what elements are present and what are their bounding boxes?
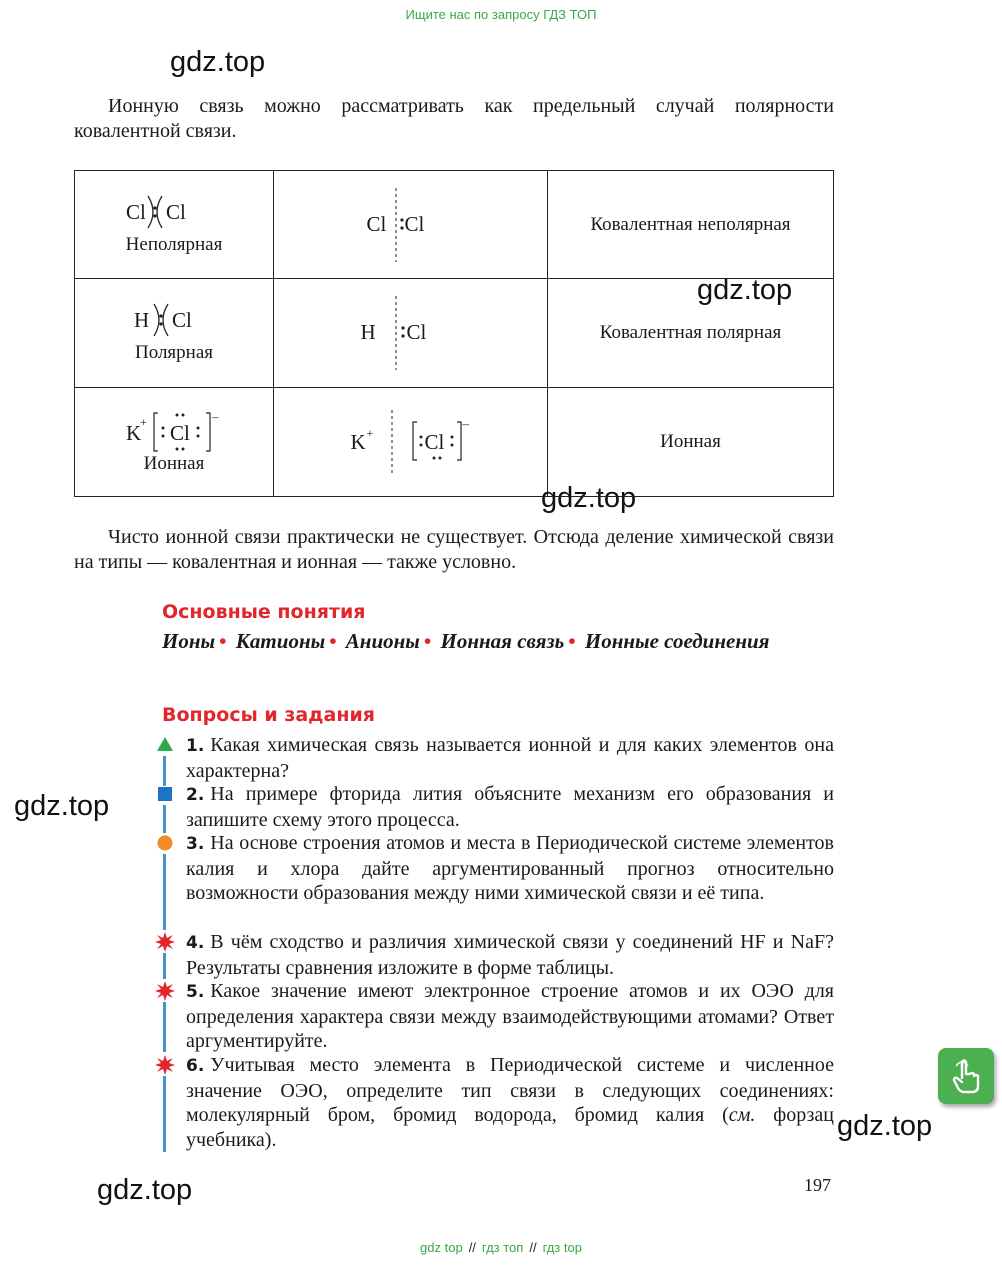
question-number: 6. [186,1056,205,1076]
bond-type-label: Ковалентная полярная [548,279,834,388]
question-text: форзац учебника). [186,1104,834,1151]
question-item [186,930,834,980]
level-line [163,854,166,930]
concept-term: Ионная связь [440,629,565,653]
concept-term: Катионы [235,629,326,653]
footer-link[interactable]: гдз топ [481,1240,524,1255]
questions-heading: Вопросы и задания [162,704,375,726]
watermark: gdz.top [14,790,110,822]
triangle-icon [157,737,173,751]
level-line [163,1076,166,1152]
question-text: В чём сходство и различия химической связи у соединений HF и NaF? Результаты сравнения изложите в форме таблицы. [186,931,834,979]
question-text-emphasis: см. [728,1104,756,1127]
question-item [186,1053,834,1152]
table-row [75,279,834,388]
concept-term: Ионы [162,629,216,653]
question-item [186,831,834,906]
concepts-list [162,628,834,654]
table-row [75,171,834,279]
lewis-cell [75,171,274,279]
hand-pointer-icon [950,1058,982,1094]
bond-type-label: Ионная [548,388,834,497]
lewis-formula [124,302,224,338]
question-item [186,733,834,783]
atom-label: H [134,308,150,332]
electron-split [351,188,471,262]
atom-label: K [126,421,142,445]
bullet: • [568,629,576,653]
bond-caption: Ионная [143,453,205,474]
bond-type-label: Ковалентная неполярная [548,171,834,279]
question-number: 1. [186,736,205,756]
bond-types-table [74,170,834,497]
star-burst-icon [155,932,175,952]
bullet: • [423,629,432,653]
lewis-formula [124,194,224,230]
question-item [186,782,834,832]
table-row [75,388,834,497]
question-number: 2. [186,785,205,805]
charge-minus: – [462,416,469,431]
bullet: • [219,629,227,653]
square-icon [158,787,172,801]
footer-link[interactable]: gdz top [420,1240,463,1255]
watermark: gdz.top [837,1110,933,1142]
question-text: Какая химическая связь называется ионной и для каких элементов она характерна? [186,734,834,782]
star-burst-icon [155,1055,175,1075]
atom-label: K [350,430,366,454]
after-table-text: Чисто ионной связи практически не существует. Отсюда деление химической связи на типы — ковалентная и ионная — также условно. [74,526,834,573]
atom-label: Cl [170,421,190,445]
charge-minus: – [212,409,219,424]
atom-label: Cl [366,211,387,236]
question-number: 5. [186,982,205,1002]
bond-caption: Полярная [134,342,214,363]
top-note: Ищите нас по запросу ГДЗ ТОП [405,7,597,22]
question-text: Учитывая место элемента в Периодической системе и численное значение ОЭО, определите тип связи в следующих соединениях: молекулярный бром, бромид водорода, бромид калия ( [186,1054,834,1127]
watermark: gdz.top [541,482,637,514]
footer-link[interactable]: гдз top [542,1240,582,1255]
level-line [163,756,166,786]
help-button[interactable] [938,1048,994,1104]
dashed-divider-icon [389,410,395,474]
lewis-cell [75,279,274,388]
split-cell [274,171,548,279]
atom-label: Cl [126,199,146,224]
star-burst-icon [155,981,175,1001]
atom-label: Cl [166,199,186,224]
circle-icon [157,835,173,851]
watermark: gdz.top [170,46,266,78]
intro-text: Ионную связь можно рассматривать как предельный случай полярности ковалентной связи. [74,95,834,142]
shared-pair-icon [150,302,172,338]
footer-separator: // [468,1240,476,1255]
question-item [186,979,834,1054]
electron-split [351,296,471,370]
page-number: 197 [804,1175,831,1195]
charge-plus: + [366,426,374,440]
question-text: Какое значение имеют электронное строение атомов и их ОЭО для определения характера связи между взаимодействующими атомами? Ответ аргументируйте. [186,980,834,1053]
question-text: На основе строения атомов и места в Периодической системе элементов калия и хлора дайте аргументированный прогноз относительно возможности образования между ними химической связи и её типа. [186,832,834,905]
question-number: 4. [186,933,205,953]
atom-label: Cl [404,211,425,236]
bond-caption: Неполярная [125,233,223,255]
footer-separator: // [529,1240,537,1255]
concept-term: Анионы [345,629,420,653]
question-text: На примере фторида лития объясните механизм его образования и запишите схему этого процесса. [186,783,834,831]
shared-pair-icon [144,194,166,230]
split-cell [274,279,548,388]
concepts-heading: Основные понятия [162,601,366,623]
atom-label: H [360,320,376,344]
bullet: • [329,629,337,653]
concept-term: Ионные соединения [584,629,770,653]
watermark: gdz.top [697,274,793,306]
intro-paragraph [74,94,834,144]
electron-split [349,410,473,474]
footer-links [0,1240,1002,1255]
question-number: 3. [186,834,205,854]
charge-plus: + [140,415,147,429]
dashed-divider-icon [391,188,405,262]
split-cell [274,388,548,497]
lewis-formula [126,409,222,455]
watermark: gdz.top [97,1174,193,1206]
level-line [163,805,166,833]
atom-label: Cl [424,430,445,454]
after-table-paragraph [74,525,834,575]
level-line [163,1002,166,1052]
level-line [163,953,166,979]
atom-label: Cl [172,308,192,332]
dashed-divider-icon [393,296,407,370]
atom-label: Cl [406,320,427,344]
lewis-cell [75,388,274,497]
